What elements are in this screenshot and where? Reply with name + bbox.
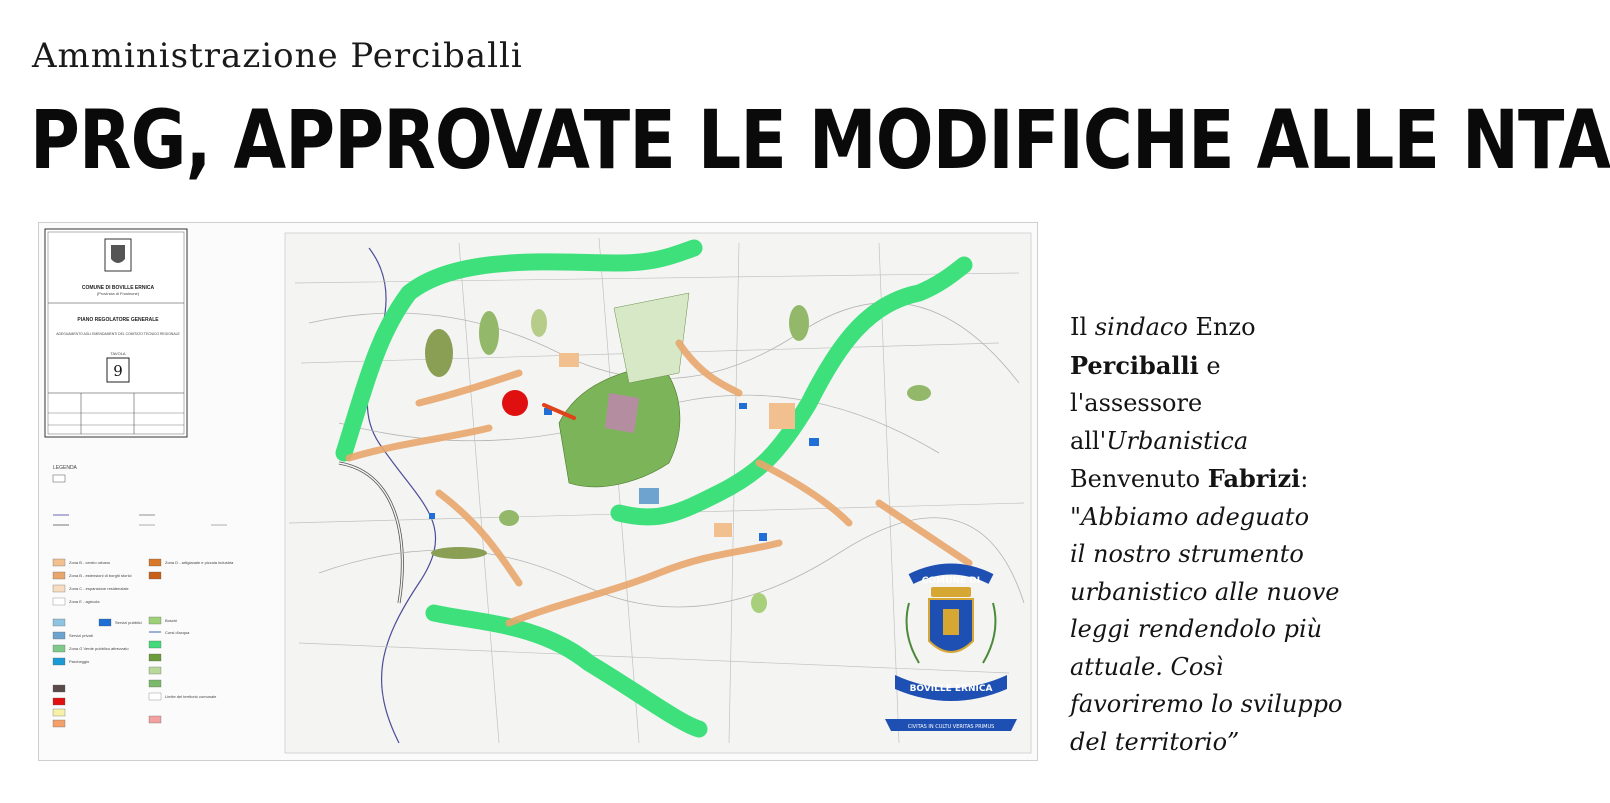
prg-map-drawing xyxy=(39,223,1037,760)
map-legend xyxy=(53,465,234,727)
quote-line: "Abbiamo adeguato xyxy=(1070,502,1310,531)
map-plan-label: PIANO REGOLATORE GENERALE xyxy=(77,317,159,323)
legend-item-label: Zona C - espansione residenziale xyxy=(69,586,129,591)
legend-item-label: Servizi privati xyxy=(69,633,93,638)
legend-item-label: Boschi xyxy=(165,618,178,623)
quote-line: urbanistico alle nuove xyxy=(1070,577,1340,606)
prg-map-image xyxy=(38,222,1038,761)
legend-item-label: Corsi d'acqua xyxy=(165,630,190,635)
kicker: Amministrazione Perciballi xyxy=(32,36,523,76)
map-tavola-label: TAVOLA xyxy=(110,351,126,356)
quote-line: del territorio” xyxy=(1070,727,1240,756)
legend-item-label: Zona B - centro urbano xyxy=(69,560,111,565)
article-line-5: Benvenuto Fabrizi: xyxy=(1070,464,1309,493)
legend-item-label: Servizi pubblici xyxy=(115,620,142,625)
legend-item-label: Limite del territorio comunale xyxy=(165,694,217,699)
legend-item-label: Zona E - agricola xyxy=(69,599,100,604)
legend-item-label: Parcheggio xyxy=(69,659,90,664)
article-text xyxy=(1070,309,1400,761)
map-drawing-area xyxy=(285,233,1031,753)
legend-item-label: Zona D - artigianale e piccola industria xyxy=(165,560,234,565)
quote-line: il nostro strumento xyxy=(1070,540,1304,568)
legend-item-label: Zona G Verde pubblico attrezzato xyxy=(69,646,129,651)
map-comune-label: COMUNE DI BOVILLE ERNICA xyxy=(81,285,155,291)
article-line-4: all'Urbanistica xyxy=(1070,426,1249,455)
map-subtitle-label: ADEGUAMENTO AGLI EMENDAMENTI DEL COMITATO TECNICO REGIONALE xyxy=(56,332,180,336)
legend-item-label: Zona B - estensioni di borghi storici xyxy=(69,573,132,578)
article-line-1: Il sindaco Enzo xyxy=(1070,313,1256,341)
quote-line: attuale. Così xyxy=(1070,652,1224,681)
quote-line: leggi rendendolo più xyxy=(1070,615,1323,643)
map-title-block xyxy=(45,229,187,437)
headline: PRG, APPROVATE LE MODIFICHE ALLE NTA xyxy=(30,94,1610,188)
article-line-2: Perciballi e xyxy=(1070,350,1221,380)
map-tavola-number: 9 xyxy=(113,362,123,380)
quote-line: favoriremo lo sviluppo xyxy=(1070,690,1343,718)
emblem-top-text: COMUNE DI xyxy=(921,576,981,586)
emblem-motto: CIVITAS IN CULTU VERITAS PRIMUS xyxy=(907,724,995,730)
emblem-ribbon-text: BOVILLE ERNICA xyxy=(909,684,993,694)
map-provincia-label: (Provincia di Frosinone) xyxy=(96,291,140,296)
article-line-3: l'assessore xyxy=(1070,389,1203,417)
legend-title: LEGENDA xyxy=(53,465,77,471)
